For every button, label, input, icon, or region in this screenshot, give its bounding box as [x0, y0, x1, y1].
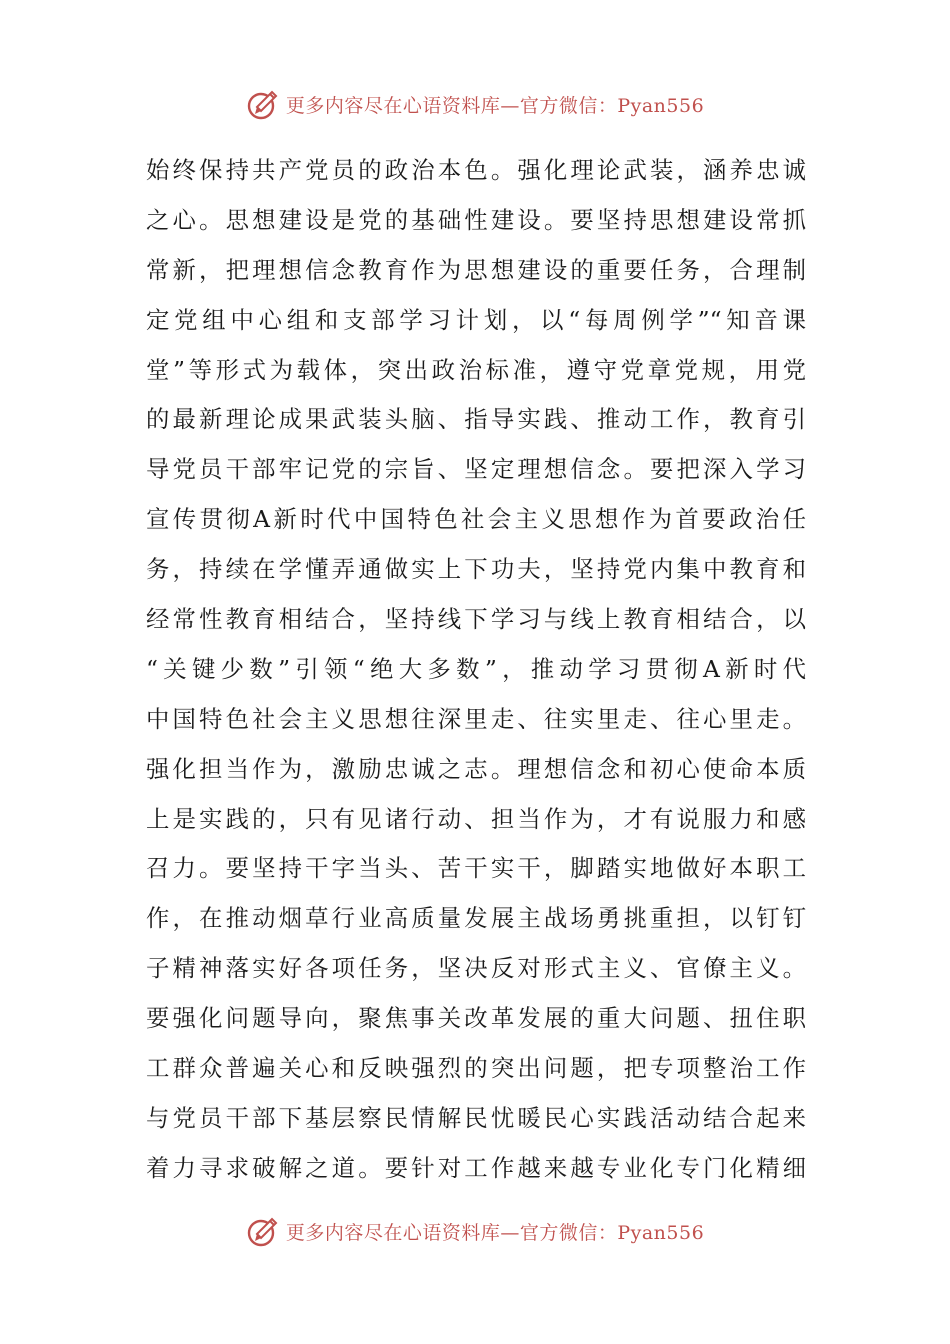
- watermark-text: 更多内容尽在心语资料库—官方微信：Pyan556: [285, 1221, 705, 1244]
- text-line: 召力。要坚持干字当头、苦干实干，脚踏实地做好本职工: [146, 854, 806, 883]
- pen-circle-logo-icon: [246, 1214, 280, 1248]
- text-line: 经常性教育相结合，坚持线下学习与线上教育相结合，以: [146, 605, 806, 634]
- footer-watermark: [0, 1211, 950, 1251]
- text-line: 作，在推动烟草行业高质量发展主战场勇挑重担，以钉钉: [146, 904, 806, 933]
- document-body: [146, 146, 806, 1194]
- text-line: 上是实践的，只有见诸行动、担当作为，才有说服力和感: [146, 804, 806, 833]
- text-line: 着力寻求破解之道。要针对工作越来越专业化专门化精细: [146, 1153, 806, 1182]
- text-line: “关键少数”引领“绝大多数”，推动学习贯彻A新时代: [146, 654, 806, 683]
- text-line: 务，持续在学懂弄通做实上下功夫，坚持党内集中教育和: [146, 555, 806, 584]
- text-line: 中国特色社会主义思想往深里走、往实里走、往心里走。: [146, 704, 806, 733]
- watermark-text: 更多内容尽在心语资料库—官方微信：Pyan556: [285, 94, 705, 117]
- text-line: 堂”等形式为载体，突出政治标准，遵守党章党规，用党: [146, 355, 806, 384]
- text-line: 宣传贯彻A新时代中国特色社会主义思想作为首要政治任: [146, 505, 806, 534]
- text-line: 的最新理论成果武装头脑、指导实践、推动工作，教育引: [146, 405, 806, 434]
- text-line: 要强化问题导向，聚焦事关改革发展的重大问题、扭住职: [146, 1004, 806, 1033]
- text-line: 之心。思想建设是党的基础性建设。要坚持思想建设常抓: [146, 205, 806, 234]
- text-line: 工群众普遍关心和反映强烈的突出问题，把专项整治工作: [146, 1054, 806, 1083]
- header-watermark: [0, 84, 950, 124]
- text-line: 子精神落实好各项任务，坚决反对形式主义、官僚主义。: [146, 954, 806, 983]
- text-line: 与党员干部下基层察民情解民忧暖民心实践活动结合起来: [146, 1103, 806, 1132]
- text-line: 常新，把理想信念教育作为思想建设的重要任务，合理制: [146, 255, 806, 284]
- text-line: 定党组中心组和支部学习计划，以“每周例学”“知音课: [146, 305, 806, 334]
- text-line: 始终保持共产党员的政治本色。强化理论武装，涵养忠诚: [146, 156, 806, 184]
- text-line: 强化担当作为，激励忠诚之志。理想信念和初心使命本质: [146, 754, 806, 783]
- text-line: 导党员干部牢记党的宗旨、坚定理想信念。要把深入学习: [146, 455, 806, 484]
- pen-circle-logo-icon: [246, 87, 280, 121]
